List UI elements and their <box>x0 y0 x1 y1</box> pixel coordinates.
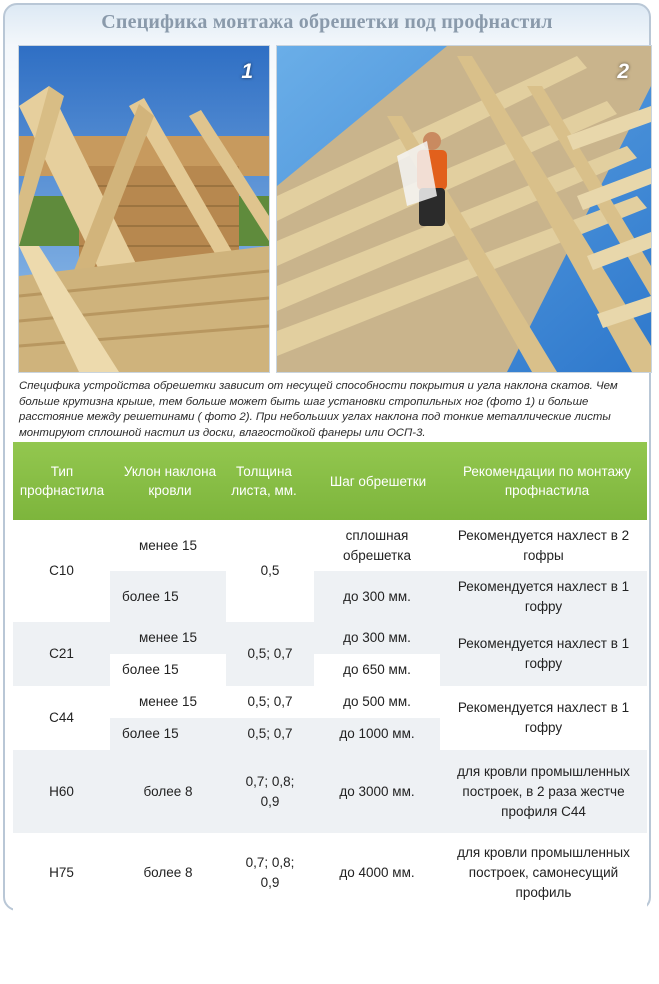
cell-slope: более 15 <box>110 571 226 622</box>
photo-number: 2 <box>617 60 629 83</box>
table-header <box>13 442 647 520</box>
cell-step: сплошная обрешетка <box>314 520 440 571</box>
page-title: Специфика монтажа обрешетки под профнастил <box>101 11 553 33</box>
cell-recommendation: для кровли промышленных построек, в 2 раза жестче профиля С44 <box>440 750 647 833</box>
cell-step: до 500 мм. <box>314 686 440 718</box>
cell-step: до 3000 мм. <box>314 750 440 833</box>
cell-type: Н75 <box>13 833 110 913</box>
cell-step: до 1000 мм. <box>314 718 440 750</box>
cell-slope: более 15 <box>110 654 226 686</box>
caption-text: Специфика устройства обрешетки зависит от несущей способности покрытия и угла наклона скатов. Чем больше крутизна крыше, тем больше может быть шаг установки стропильных ног (фото 1) и больше расстояние между решетинами ( фото 2). При небольших углах наклона под тонкие металлические листы монтируют сплошной настил из доски, влагостойкой фанеры или ОСП-3. <box>19 380 618 439</box>
cell-type: С21 <box>13 622 110 686</box>
cell-recommendation: Рекомендуется нахлест в 1 гофру <box>440 622 647 686</box>
header-recommendations: Рекомендации по монтажу профнастила <box>463 464 631 498</box>
cell-slope: более 15 <box>110 718 226 750</box>
header-type: Тип профнастила <box>19 464 105 498</box>
cell-slope: более 8 <box>110 833 226 913</box>
cell-recommendation: Рекомендуется нахлест в 1 гофру <box>440 686 647 750</box>
cell-slope: менее 15 <box>110 622 226 654</box>
rafters-photo-icon <box>19 46 269 372</box>
table-body <box>13 520 647 984</box>
cell-thickness: 0,5; 0,7 <box>226 686 314 718</box>
cell-type: Н60 <box>13 750 110 833</box>
profnastil-table <box>13 442 647 984</box>
battens-worker-photo-icon <box>277 46 651 372</box>
cell-slope: менее 15 <box>110 686 226 718</box>
cell-step: до 650 мм. <box>314 654 440 686</box>
cell-step: до 300 мм. <box>314 571 440 622</box>
cell-thickness: 0,5 <box>226 520 314 622</box>
cell-recommendation: для кровли промышленных построек, самонесущий профиль <box>440 833 647 913</box>
cell-recommendation: Рекомендуется нахлест в 2 гофры <box>440 520 647 571</box>
cell-slope: более 8 <box>110 750 226 833</box>
cell-thickness: 0,5; 0,7 <box>226 622 314 686</box>
cell-thickness: 0,7; 0,8; 0,9 <box>226 833 314 913</box>
cell-type: С44 <box>13 686 110 750</box>
cell-step: до 4000 мм. <box>314 833 440 913</box>
photo-number: 1 <box>241 60 253 83</box>
header-thickness: Толщина листа, мм. <box>231 464 297 498</box>
header-slope: Уклон наклона кровли <box>123 464 217 498</box>
cell-slope: менее 15 <box>110 520 226 571</box>
photo-rafters <box>18 45 270 373</box>
cell-recommendation: Рекомендуется нахлест в 1 гофру <box>440 571 647 622</box>
cell-type: С10 <box>13 520 110 622</box>
photo-battens <box>276 45 652 373</box>
cell-thickness: 0,5; 0,7 <box>226 718 314 750</box>
cell-step: до 300 мм. <box>314 622 440 654</box>
cell-thickness: 0,7; 0,8; 0,9 <box>226 750 314 833</box>
header-step: Шаг обрешетки <box>329 473 427 489</box>
